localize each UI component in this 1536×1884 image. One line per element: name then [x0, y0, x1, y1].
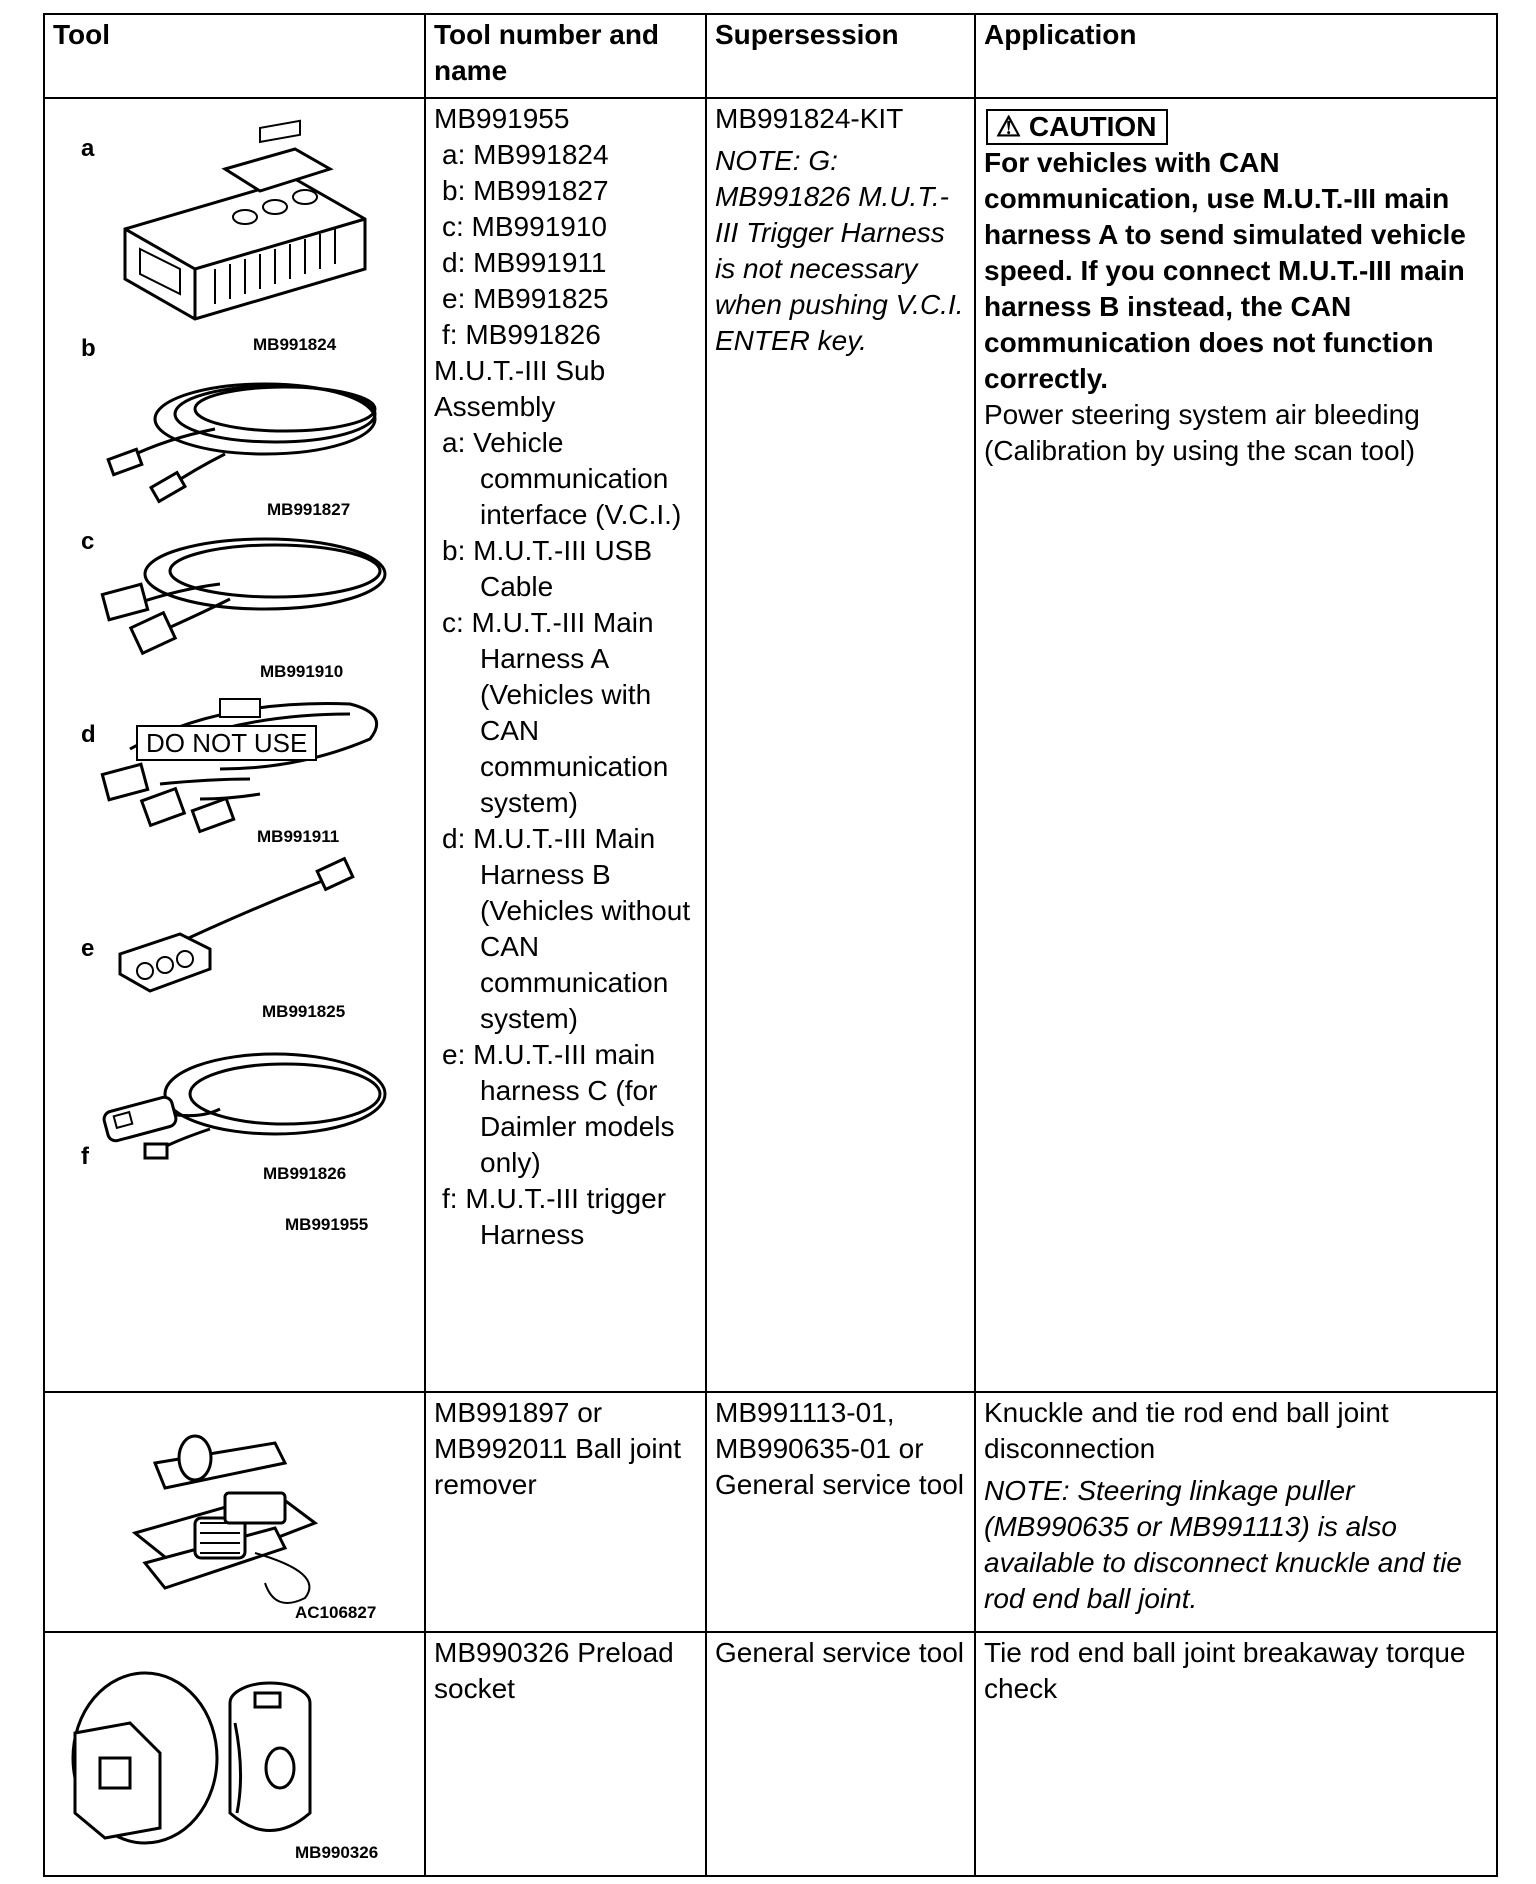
application-text: Power steering system air bleeding (Calibration by using the scan tool) [984, 399, 1420, 466]
header-row [44, 14, 1497, 98]
part-number-label: MB990326 [295, 1843, 379, 1862]
caution-box [986, 109, 1168, 145]
application-cell [975, 98, 1497, 1392]
application-text: Knuckle and tie rod end ball joint disconnection [984, 1397, 1389, 1464]
item-label-d: d [81, 721, 96, 748]
list-item: b: M.U.T.-III USB Cable [442, 535, 653, 602]
part-number-label: MB991826 [263, 1164, 347, 1183]
item-label-c: c [81, 528, 95, 555]
supersession-value: MB991824-KIT [715, 103, 904, 134]
part-number-label: MB991827 [267, 500, 351, 519]
item-label-a: a [81, 135, 95, 162]
table-row [44, 1392, 1497, 1632]
part-number-label: MB991955 [285, 1215, 369, 1234]
tool-illustration-cell [44, 1392, 425, 1632]
tool-number-cell: MB991897 or MB992011 Ball joint remover [425, 1392, 706, 1632]
vci-device-illustration [95, 119, 385, 319]
warning-triangle-icon: ⚠ [996, 111, 1022, 142]
part-number-label: AC106827 [295, 1603, 377, 1622]
table-row [44, 98, 1497, 1392]
item-label-b: b [81, 335, 96, 362]
list-item: a: MB991824 [442, 139, 609, 170]
list-item: e: MB991825 [442, 283, 609, 314]
item-label-e: e [81, 935, 95, 962]
caution-label: CAUTION [1028, 111, 1157, 142]
caution-text: For vehicles with CAN communication, use M.U.T.-III main harness A to send simulated vehicle speed. If you connect M.U.T.-III main harness B instead, the CAN communication does not function correctly. [984, 147, 1466, 394]
supersession-cell: General service tool [706, 1632, 975, 1876]
application-cell [975, 1392, 1497, 1632]
part-number-label: MB991910 [260, 662, 344, 681]
header-tool-number: Tool number and name [425, 14, 706, 98]
tool-number-cell: MB990326 Preload socket [425, 1632, 706, 1876]
assembly-name: M.U.T.-III Sub Assembly [434, 355, 606, 422]
list-item: f: M.U.T.-III trigger Harness [442, 1183, 667, 1250]
header-supersession: Supersession [706, 14, 975, 98]
application-note: NOTE: Steering linkage puller (MB990635 or MB991113) is also available to disconnect knuckle and tie rod end ball joint. [984, 1475, 1462, 1614]
list-item: d: MB991911 [442, 247, 607, 278]
do-not-use-tag: DO NOT USE [136, 725, 317, 761]
part-number-label: MB991824 [253, 335, 337, 354]
component-names-list [434, 425, 697, 1253]
table-row [44, 1632, 1497, 1876]
list-item: a: Vehicle communication interface (V.C.I.) [442, 427, 682, 530]
list-item: d: M.U.T.-III Main Harness B (Vehicles without CAN communication system) [442, 823, 691, 1034]
application-cell: Tie rod end ball joint breakaway torque check [975, 1632, 1497, 1876]
item-label-f: f [81, 1143, 89, 1170]
tool-illustration-cell [44, 1632, 425, 1876]
special-tools-table [43, 13, 1498, 1877]
supersession-note: NOTE: G: MB991826 M.U.T.-III Trigger Harness is not necessary when pushing V.C.I. ENTER key. [715, 145, 964, 356]
main-harness-a-illustration [100, 519, 400, 659]
component-codes-list [434, 137, 697, 353]
list-item: e: M.U.T.-III main harness C (for Daimler models only) [442, 1039, 675, 1178]
part-number-label: MB991911 [257, 827, 340, 846]
usb-cable-illustration [105, 359, 395, 499]
list-item: f: MB991826 [442, 319, 601, 350]
main-harness-c-illustration [90, 859, 390, 999]
trigger-harness-illustration [100, 1039, 400, 1179]
tool-number: MB991955 [434, 103, 570, 134]
preload-socket-illustration [65, 1663, 385, 1853]
list-item: c: M.U.T.-III Main Harness A (Vehicles with CAN communication system) [442, 607, 669, 818]
header-application: Application [975, 14, 1497, 98]
supersession-cell: MB991113-01, MB990635-01 or General service tool [706, 1392, 975, 1632]
list-item: b: MB991827 [442, 175, 609, 206]
main-harness-b-illustration [100, 689, 400, 839]
tool-number-cell [425, 98, 706, 1392]
part-number-label: MB991825 [262, 1002, 346, 1021]
list-item: c: MB991910 [442, 211, 607, 242]
supersession-cell [706, 98, 975, 1392]
header-tool: Tool [44, 14, 425, 98]
tool-illustration-cell [44, 98, 425, 1392]
ball-joint-remover-illustration [125, 1423, 355, 1613]
